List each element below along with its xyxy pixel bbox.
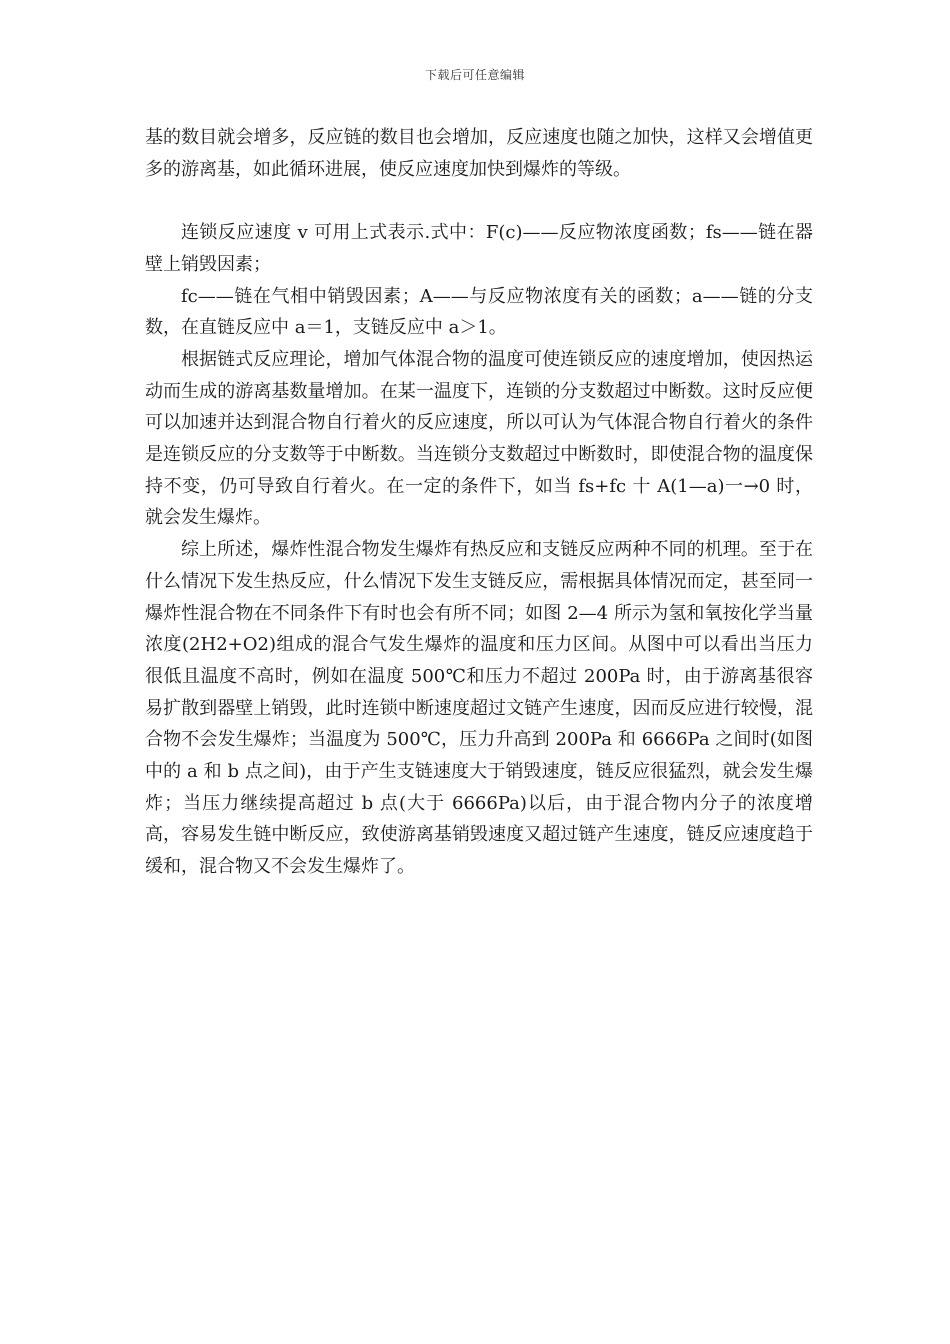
paragraph-rate-formula: 连锁反应速度 v 可用上式表示.式中：F(c)——反应物浓度函数；fs——链在器壁上销毁因素； xyxy=(145,222,813,275)
paragraph-factors: fc——链在气相中销毁因素；A——与反应物浓度有关的函数；a——链的分支数，在直链反应中 a＝1，支链反应中 a＞1。 xyxy=(145,285,813,339)
paragraph-chain-theory: 根据链式反应理论，增加气体混合物的温度可使连锁反应的速度增加，使因热运动而生成的游离基数量增加。在某一温度下，连锁的分支数超过中断数。这时反应便可以加速并达到混合物自行着火的反应速度，所以可认为气体混合物自行着火的条件是连锁反应的分支数等于中断数。当连锁分支数超过中断数时，即使混合物的温度保持不变，仍可导致自行着火。在一定的条件下，如当 fs+fc 十 A(1—a)一→0 时，就会发生爆炸。 xyxy=(145,348,813,529)
paragraph-summary: 综上所述，爆炸性混合物发生爆炸有热反应和支链反应两种不同的机理。至于在什么情况下发生热反应，什么情况下发生支链反应，需根据具体情况而定，甚至同一爆炸性混合物在不同条件下有时也会有所不同；如图 2—4 所示为氢和氧按化学当量浓度(2H2+O2)组成的混合气发生爆炸的温度和压力区间。从图中可以看出当压力很低且温度不高时，例如在温度 500℃和压力不超过 200Pa 时，由于游离基很容易扩散到器壁上销毁，此时连锁中断速度超过文链产生速度，因而反应进行较慢，混合物不会发生爆炸；当温度为 500℃，压力升高到 200Pa 和 6666Pa 之间时(如图中的 a 和 b 点之间)，由于产生支链速度大于销毁速度，链反应很猛烈，就会发生爆炸；当压力继续提高超过 b 点(大于 6666Pa)以后，由于混合物内分子的浓度增高，容易发生链中断反应，致使游离基销毁速度又超过链产生速度，链反应速度趋于缓和，混合物又不会发生爆炸了。 xyxy=(145,539,813,878)
page-header: 下载后可任意编辑 xyxy=(424,68,525,82)
paragraph-continuation: 基的数目就会增多，反应链的数目也会增加，反应速度也随之加快，这样又会增值更多的游离基，如此循环进展，使反应速度加快到爆炸的等级。 xyxy=(145,127,813,180)
document-body xyxy=(145,122,813,883)
